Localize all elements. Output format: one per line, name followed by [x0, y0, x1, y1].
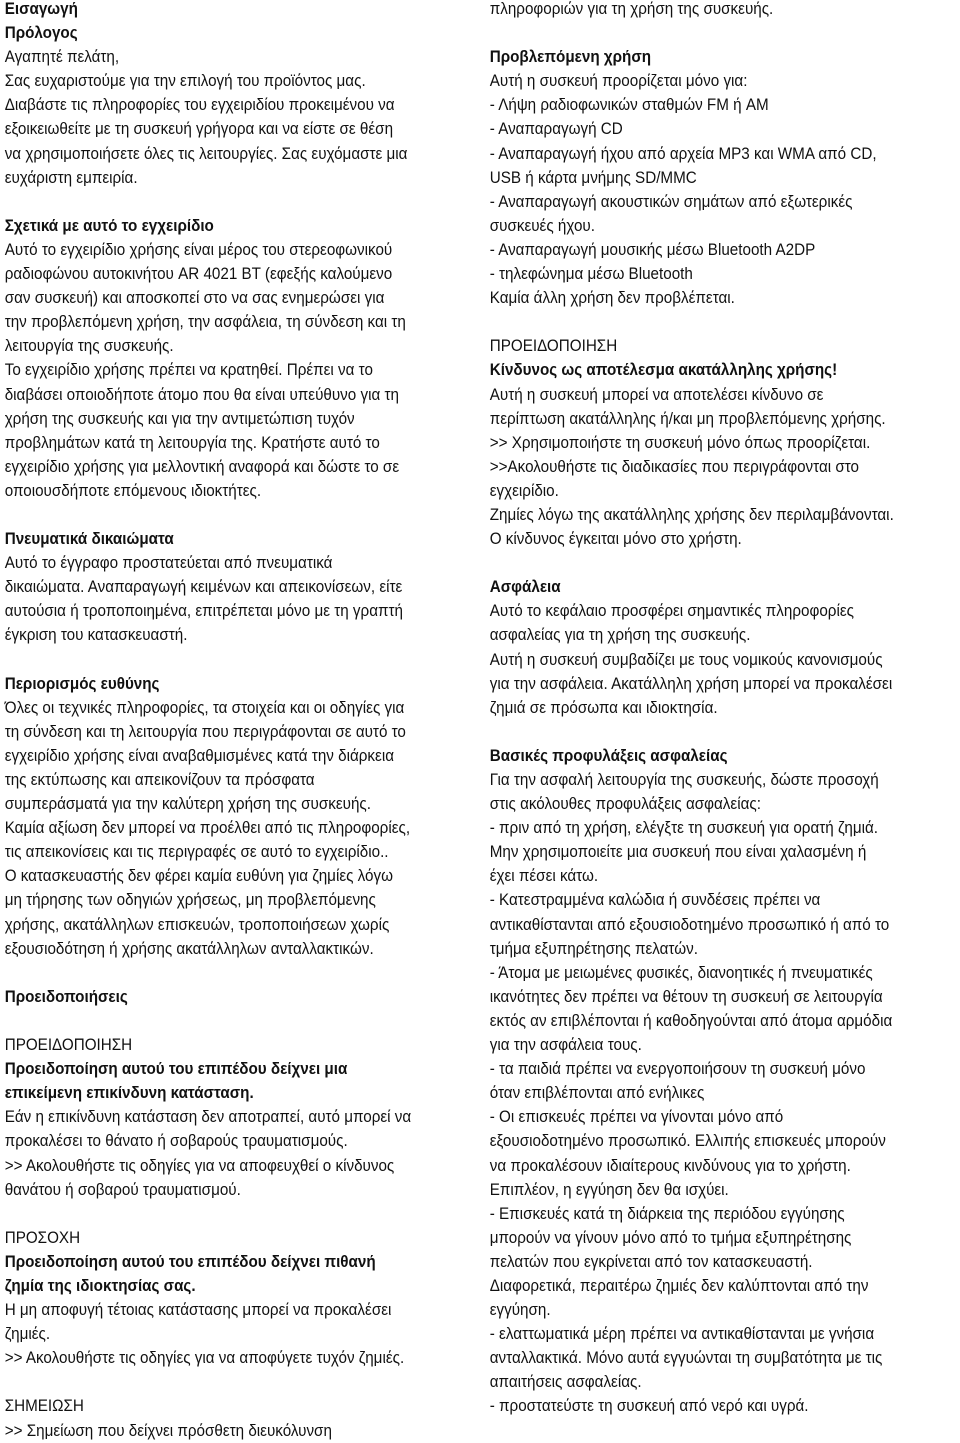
text-line: έγκριση του κατασκευαστή.: [4, 626, 188, 645]
heading-line: Περιορισμός ευθύνης: [4, 674, 160, 693]
text-line: πελατών που εγκρίνεται από τον κατασκευαστή.: [489, 1252, 813, 1271]
text-line: >> Χρησιμοποιήστε τη συσκευή μόνο όπως προορίζεται.: [489, 433, 871, 452]
text-line: - Αναπαραγωγή μουσικής μέσω Bluetooth A2DP: [489, 240, 816, 259]
heading-line: Πνευματικά δικαιώματα: [4, 530, 174, 549]
text-line: ζημιές.: [4, 1325, 51, 1344]
text-line: ευχάριστη εμπειρία.: [4, 168, 138, 187]
text-line: αυτούσια ή τροποποιημένα, επιτρέπεται μόνο με τη γραπτή: [4, 602, 403, 621]
text-line: - Άτομα με μειωμένες φυσικές, διανοητικές ή πνευματικές: [489, 963, 873, 982]
heading-line: Προειδοποίηση αυτού του επιπέδου δείχνει μια: [4, 1060, 348, 1079]
text-line: ζημιά σε πρόσωπα και ιδιοκτησία.: [489, 698, 718, 717]
text-line: ασφαλείας για τη χρήση της συσκευής.: [489, 626, 751, 645]
paragraph-gap: [5, 1202, 411, 1226]
text-line: απαιτήσεις ασφαλείας.: [489, 1373, 642, 1392]
text-line: ικανότητες δεν πρέπει να θέτουν τη συσκευή σε λειτουργία: [489, 987, 883, 1006]
text-line: Το εγχειρίδιο χρήσης πρέπει να κρατηθεί. Πρέπει να το: [4, 361, 373, 380]
text-line: Καμία αξίωση δεν μπορεί να προέλθει από τις πληροφορίες,: [4, 819, 411, 838]
text-line: Αυτό το εγχειρίδιο χρήσης είναι μέρος του στερεοφωνικού: [4, 240, 393, 259]
text-line: μη τήρησης των οδηγιών χρήσεως, μη προβλεπόμενης: [4, 891, 376, 910]
text-line: Ο κατασκευαστής δεν φέρει καμία ευθύνη για ζημίες λόγω: [4, 867, 394, 886]
text-line: Εάν η επικίνδυνη κατάσταση δεν αποτραπεί, αυτό μπορεί να: [4, 1108, 412, 1127]
text-line: ΣΗΜΕΙΩΣΗ: [4, 1397, 84, 1416]
text-line: >> Σημείωση που δείχνει πρόσθετη διευκόλυνση: [4, 1421, 332, 1440]
text-line: >>Ακολουθήστε τις διαδικασίες που περιγράφονται στο: [489, 457, 860, 476]
text-line: έχει πέσει κάτω.: [489, 867, 599, 886]
paragraph-gap: [5, 961, 411, 985]
text-line: Μην χρησιμοποιείτε μια συσκευή που είναι χαλασμένη ή: [489, 843, 867, 862]
text-line: στις ακόλουθες προφυλάξεις ασφαλείας:: [489, 795, 761, 814]
right-column: [490, 0, 894, 1419]
paragraph-gap: [5, 190, 411, 214]
text-line: Ο κίνδυνος έγκειται μόνο στο χρήστη.: [489, 530, 742, 549]
text-line: δικαιώματα. Αναπαραγωγή κειμένων και απεικονίσεων, είτε: [4, 578, 403, 597]
text-line: τις απεικονίσεις και τις περιγραφές σε αυτό το εγχειρίδιο..: [4, 843, 389, 862]
text-line: εξουσιοδοτημένο προσωπικό. Ελλιπής επισκευές μπορούν: [489, 1132, 886, 1151]
heading-line: Ασφάλεια: [489, 578, 561, 597]
text-line: Διαφορετικά, περαιτέρω ζημιές δεν καλύπτονται από την: [489, 1276, 869, 1295]
text-line: εκτός αν επιβλέπονται ή καθοδηγούνται από άτομα αρμόδια: [489, 1011, 893, 1030]
paragraph-gap: [490, 21, 894, 45]
text-line: Η μη αποφυγή τέτοιας κατάστασης μπορεί να προκαλέσει: [4, 1301, 392, 1320]
paragraph-gap: [490, 310, 894, 334]
text-line: Αυτή η συσκευή συμβαδίζει με τους νομικούς κανονισμούς: [489, 650, 883, 669]
text-line: Αυτή η συσκευή μπορεί να αποτελέσει κίνδυνο σε: [489, 385, 824, 404]
text-line: - ελαττωματικά μέρη πρέπει να αντικαθίστανται με γνήσια: [489, 1325, 875, 1344]
text-line: αντικαθίστανται από εξουσιοδοτημένο προσωπικό ή από το: [489, 915, 890, 934]
text-line: όταν επιβλέπονται από ενήλικες: [489, 1084, 705, 1103]
text-line: - Κατεστραμμένα καλώδια ή συνδέσεις πρέπει να: [489, 891, 821, 910]
text-line: χρήσης, ακατάλληλων επισκευών, τροποποιήσεων χωρίς: [4, 915, 390, 934]
paragraph-gap: [490, 551, 894, 575]
text-line: οποιουσδήποτε επόμενους ιδιοκτήτες.: [4, 481, 262, 500]
text-line: θανάτου ή σοβαρού τραυματισμού.: [4, 1180, 241, 1199]
text-line: - Αναπαραγωγή ήχου από αρχεία MP3 και WMA από CD,: [489, 144, 877, 163]
text-line: εγγύηση.: [489, 1301, 551, 1320]
text-line: συμπεράσματά για την καλύτερη χρήση της συσκευής.: [4, 795, 372, 814]
text-line: ΠΡΟΕΙΔΟΠΟΙΗΣΗ: [4, 1036, 133, 1055]
text-line: περίπτωση ακατάλληλης ή/και μη προβλεπόμενης χρήσης.: [489, 409, 886, 428]
paragraph-gap: [5, 1009, 411, 1033]
text-line: Αυτό το κεφάλαιο προσφέρει σημαντικές πληροφορίες: [489, 602, 854, 621]
heading-line: Πρόλογος: [4, 24, 78, 43]
text-line: Όλες οι τεχνικές πληροφορίες, τα στοιχεία και οι οδηγίες για: [4, 698, 405, 717]
text-line: την προβλεπόμενη χρήση, την ασφάλεια, τη σύνδεση και τη: [4, 313, 406, 332]
text-line: της εκτύπωσης και απεικονίζουν τα πρόσφατα: [4, 771, 315, 789]
text-line: ανταλλακτικά. Μόνο αυτά εγγυώνται τη συμβατότητα με τις: [489, 1349, 883, 1368]
text-line: για την ασφάλεια τους.: [489, 1036, 642, 1055]
text-line: συσκευές ήχου.: [489, 216, 595, 235]
text-line: λειτουργία της συσκευής.: [4, 337, 174, 356]
text-line: προβλημάτων κατά τη λειτουργία της. Κρατήστε αυτό το: [4, 433, 380, 452]
text-line: - Οι επισκευές πρέπει να γίνονται μόνο από: [489, 1108, 784, 1127]
text-line: τμήμα εξυπηρέτησης πελατών.: [489, 939, 698, 958]
left-column: [5, 0, 411, 1443]
text-line: ραδιοφώνου αυτοκινήτου AR 4021 BT (εφεξής καλούμενο: [4, 265, 393, 284]
paragraph-gap: [5, 503, 411, 527]
text-line: εξοικειωθείτε με τη συσκευή γρήγορα και να είστε σε θέση: [4, 120, 394, 139]
text-line: Για την ασφαλή λειτουργία της συσκευής, δώστε προσοχή: [489, 771, 879, 789]
text-line: USB ή κάρτα μνήμης SD/MMC: [489, 168, 697, 187]
paragraph-gap: [490, 720, 894, 744]
text-line: ΠΡΟΣΟΧΗ: [4, 1228, 81, 1247]
heading-line: Προειδοποιήσεις: [4, 987, 128, 1006]
text-line: >> Ακολουθήστε τις οδηγίες για να αποφύγετε τυχόν ζημιές.: [4, 1349, 405, 1368]
heading-line: Κίνδυνος ως αποτέλεσμα ακατάλληλης χρήσης!: [489, 361, 838, 380]
text-line: τη σύνδεση και τη λειτουργία που περιγράφονται σε αυτό το: [4, 722, 406, 741]
heading-line: Προβλεπόμενη χρήση: [489, 48, 652, 67]
text-line: εγχειρίδιο χρήσης για μελλοντική αναφορά και δώστε το σε: [4, 457, 400, 476]
text-line: πληροφοριών για τη χρήση της συσκευής.: [489, 0, 774, 18]
text-line: διαβάσει οποιοδήποτε άτομο που θα είναι υπεύθυνο για τη: [4, 385, 399, 404]
text-line: - πριν από τη χρήση, ελέγξτε τη συσκευή για ορατή ζημιά.: [489, 819, 879, 838]
text-line: να προκαλέσουν ιδιαίτερους κινδύνους για το χρήστη.: [489, 1156, 851, 1175]
text-line: Επιπλέον, η εγγύηση δεν θα ισχύει.: [489, 1180, 729, 1199]
text-line: Αυτό το έγγραφο προστατεύεται από πνευματικά: [4, 554, 333, 573]
text-line: - προστατεύστε τη συσκευή από νερό και υγρά.: [489, 1397, 809, 1416]
paragraph-gap: [5, 648, 411, 672]
text-line: - Λήψη ραδιοφωνικών σταθμών FM ή AM: [489, 96, 769, 115]
text-line: Αυτή η συσκευή προορίζεται μόνο για:: [489, 72, 748, 91]
text-line: μπορούν να γίνουν μόνο από το τμήμα εξυπηρέτησης: [489, 1228, 852, 1247]
heading-line: Βασικές προφυλάξεις ασφαλείας: [489, 746, 728, 765]
heading-line: Προειδοποίηση αυτού του επιπέδου δείχνει πιθανή: [4, 1252, 376, 1271]
text-line: >> Ακολουθήστε τις οδηγίες για να αποφευχθεί ο κίνδυνος: [4, 1156, 395, 1175]
text-line: εγχειρίδιο χρήσης είναι αναβαθμισμένες κατά την διάρκεια: [4, 746, 394, 765]
heading-line: Εισαγωγή: [4, 0, 78, 18]
text-line: ΠΡΟΕΙΔΟΠΟΙΗΣΗ: [489, 337, 618, 356]
text-line: Σας ευχαριστούμε για την επιλογή του προϊόντος μας.: [4, 72, 366, 91]
heading-line: Σχετικά με αυτό το εγχειρίδιο: [4, 216, 214, 235]
text-line: χρήση της συσκευής και για την αντιμετώπιση τυχόν: [4, 409, 355, 428]
text-line: - τα παιδιά πρέπει να ενεργοποιήσουν τη συσκευή μόνο: [489, 1060, 866, 1079]
text-line: εξουσιοδότηση ή χρήσης ακατάλληλων ανταλλακτικών.: [4, 939, 374, 958]
text-line: - τηλεφώνημα μέσω Bluetooth: [489, 265, 693, 284]
text-line: εγχειρίδιο.: [489, 481, 559, 500]
text-line: Καμία άλλη χρήση δεν προβλέπεται.: [489, 289, 735, 308]
text-line: Ζημίες λόγω της ακατάλληλης χρήσης δεν περιλαμβάνονται.: [489, 505, 894, 524]
text-line: - Επισκευές κατά τη διάρκεια της περιόδου εγγύησης: [489, 1204, 845, 1223]
heading-line: ζημία της ιδιοκτησίας σας.: [4, 1276, 196, 1295]
text-line: να χρησιμοποιήσετε όλες τις λειτουργίες. Σας ευχόμαστε μια: [4, 144, 408, 163]
text-line: σαν συσκευή) και αποσκοπεί στο να σας ενημερώσει για: [4, 289, 385, 308]
text-line: - Αναπαραγωγή ακουστικών σημάτων από εξωτερικές: [489, 192, 853, 211]
text-line: Διαβάστε τις πληροφορίες του εγχειριδίου προκειμένου να: [4, 96, 395, 115]
text-line: Αγαπητέ πελάτη,: [4, 48, 120, 67]
text-line: - Αναπαραγωγή CD: [489, 120, 623, 139]
text-line: προκαλέσει το θάνατο ή σοβαρούς τραυματισμούς.: [4, 1132, 348, 1151]
paragraph-gap: [5, 1370, 411, 1394]
heading-line: επικείμενη επικίνδυνη κατάσταση.: [4, 1084, 254, 1103]
text-line: για την ασφάλεια. Ακατάλληλη χρήση μπορεί να προκαλέσει: [489, 674, 893, 693]
